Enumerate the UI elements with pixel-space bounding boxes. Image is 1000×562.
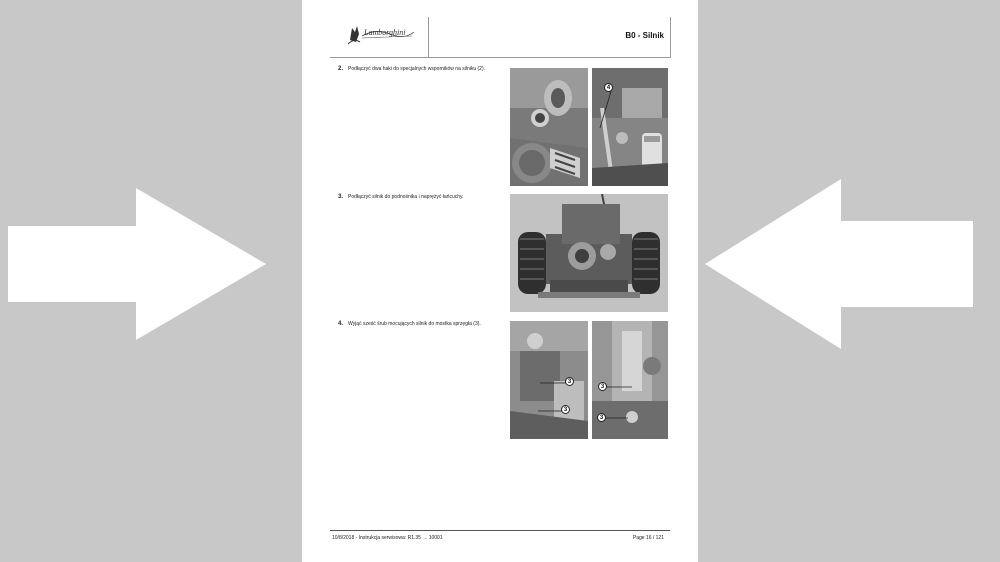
step-text: Podłączyć silnik do podnośnika i naprężyć łańcuchy. <box>348 194 464 200</box>
engine-photo-step4-right <box>592 321 668 439</box>
callout-4: 4 <box>604 83 613 92</box>
arrow-right-icon[interactable] <box>8 188 268 340</box>
page-title: B0 - Silnik <box>625 31 664 40</box>
footer-divider <box>330 530 670 531</box>
footer-document-info: 10/8/2018 - Instrukcja serwisowa: R1.35 → 10001 <box>332 535 443 541</box>
engine-photo-step2-left <box>510 68 588 186</box>
step-text: Podłączyć dwa haki do specjalnych wsporników na silniku (2). <box>348 66 486 72</box>
document-page <box>302 0 698 562</box>
engine-photo-step4-left <box>510 321 588 439</box>
step-number: 2. <box>338 66 344 72</box>
callout-3: 3 <box>598 382 607 391</box>
step-number: 3. <box>338 194 344 200</box>
engine-photo-step2-right <box>592 68 668 186</box>
arrow-left-icon[interactable] <box>705 179 975 349</box>
step-number: 4. <box>338 321 344 327</box>
tractor-lift-photo <box>510 194 668 312</box>
step-text: Wyjąć sześć śrub mocujących silnik do mostka sprzęgła (3). <box>348 321 481 327</box>
page-header <box>330 17 671 58</box>
lamborghini-logo <box>346 20 416 48</box>
logo-box <box>330 17 429 57</box>
svg-text:Lamborghini: Lamborghini <box>364 28 406 37</box>
footer-page-number: Page 16 / 121 <box>632 535 664 541</box>
callout-3: 3 <box>565 377 574 386</box>
callout-3: 3 <box>597 413 606 422</box>
callout-3: 3 <box>561 405 570 414</box>
